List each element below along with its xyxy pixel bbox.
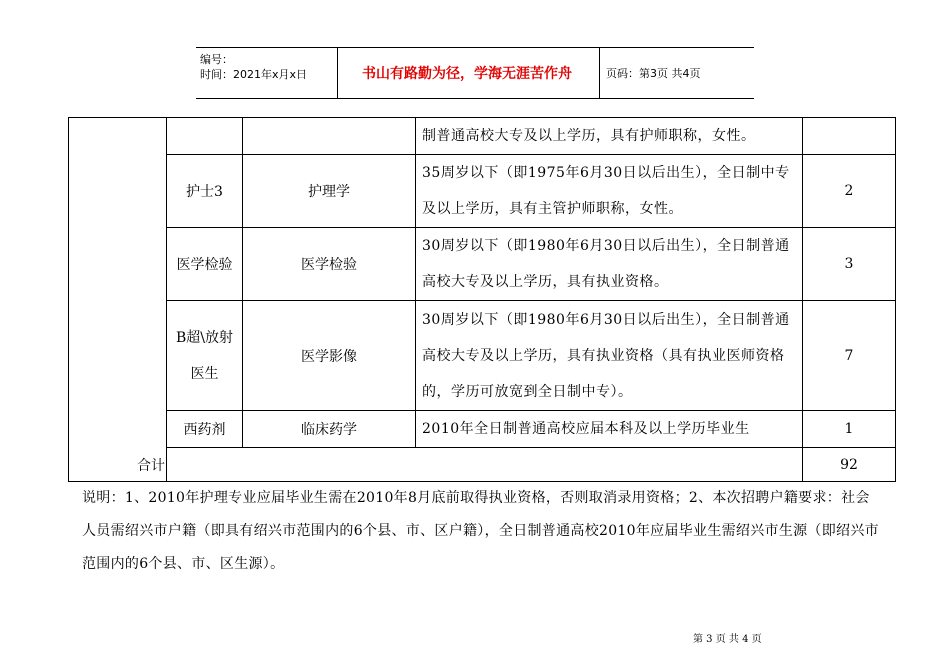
count-cell: 3 <box>803 228 896 301</box>
count-cell <box>803 118 896 155</box>
notes-paragraph: 说明：1、2010年护理专业应届毕业生需在2010年8月底前取得执业资格，否则取消录用资格；2、本次招聘户籍要求：社会人员需绍兴市户籍（即具有绍兴市范围内的6个县、市、区户籍），全日制普通高校2010年应届毕业生需绍兴市生源（即绍兴市范围内的6个县、市、区生源）。 <box>82 490 879 572</box>
requirement-cell: 2010年全日制普通高校应届本科及以上学历毕业生 <box>416 411 803 448</box>
recruitment-table <box>68 117 896 482</box>
major-cell: 医学检验 <box>243 228 416 301</box>
major-cell: 医学影像 <box>243 301 416 411</box>
table-row <box>69 228 896 301</box>
total-value-cell: 92 <box>803 448 896 482</box>
position-cell <box>167 118 243 155</box>
header-divider <box>599 48 600 98</box>
requirement-cell: 30周岁以下（即1980年6月30日以后出生），全日制普通高校大专及以上学历，具有执业资格（具有执业医师资格的，学历可放宽到全日制中专）。 <box>416 301 803 411</box>
requirement-cell: 30周岁以下（即1980年6月30日以后出生），全日制普通高校大专及以上学历，具有执业资格。 <box>416 228 803 301</box>
time-label: 时间：2021年x月x日 <box>200 68 308 81</box>
position-cell: 西药剂 <box>167 411 243 448</box>
number-label: 编号： <box>200 53 233 66</box>
header-meta <box>200 52 307 82</box>
page-header <box>196 47 754 99</box>
position-line: B超\放射 <box>175 329 233 346</box>
header-motto: 书山有路勤为径，学海无涯苦作舟 <box>362 66 572 82</box>
count-cell: 2 <box>803 155 896 228</box>
page-info: 页码：第3页 共4页 <box>606 67 701 80</box>
requirement-cell: 35周岁以下（即1975年6月30日以后出生），全日制中专及以上学历，具有主管护师职称，女性。 <box>416 155 803 228</box>
total-label: 合计 <box>137 457 165 474</box>
count-cell: 1 <box>803 411 896 448</box>
position-cell: 护士3 <box>167 155 243 228</box>
table-row <box>69 301 896 411</box>
requirement-cell: 制普通高校大专及以上学历，具有护师职称，女性。 <box>416 118 803 155</box>
position-line: 医生 <box>190 365 219 382</box>
position-cell: 医学检验 <box>167 228 243 301</box>
major-cell <box>243 118 416 155</box>
table-row <box>69 155 896 228</box>
major-cell: 临床药学 <box>243 411 416 448</box>
table-row <box>69 411 896 448</box>
count-cell: 7 <box>803 301 896 411</box>
total-row <box>69 448 896 482</box>
major-cell: 护理学 <box>243 155 416 228</box>
position-cell <box>167 301 243 411</box>
total-label-cell <box>137 448 803 482</box>
table-row <box>69 118 896 155</box>
page-footer: 第 3 页 共 4 页 <box>693 634 762 645</box>
table-cell <box>69 118 167 482</box>
